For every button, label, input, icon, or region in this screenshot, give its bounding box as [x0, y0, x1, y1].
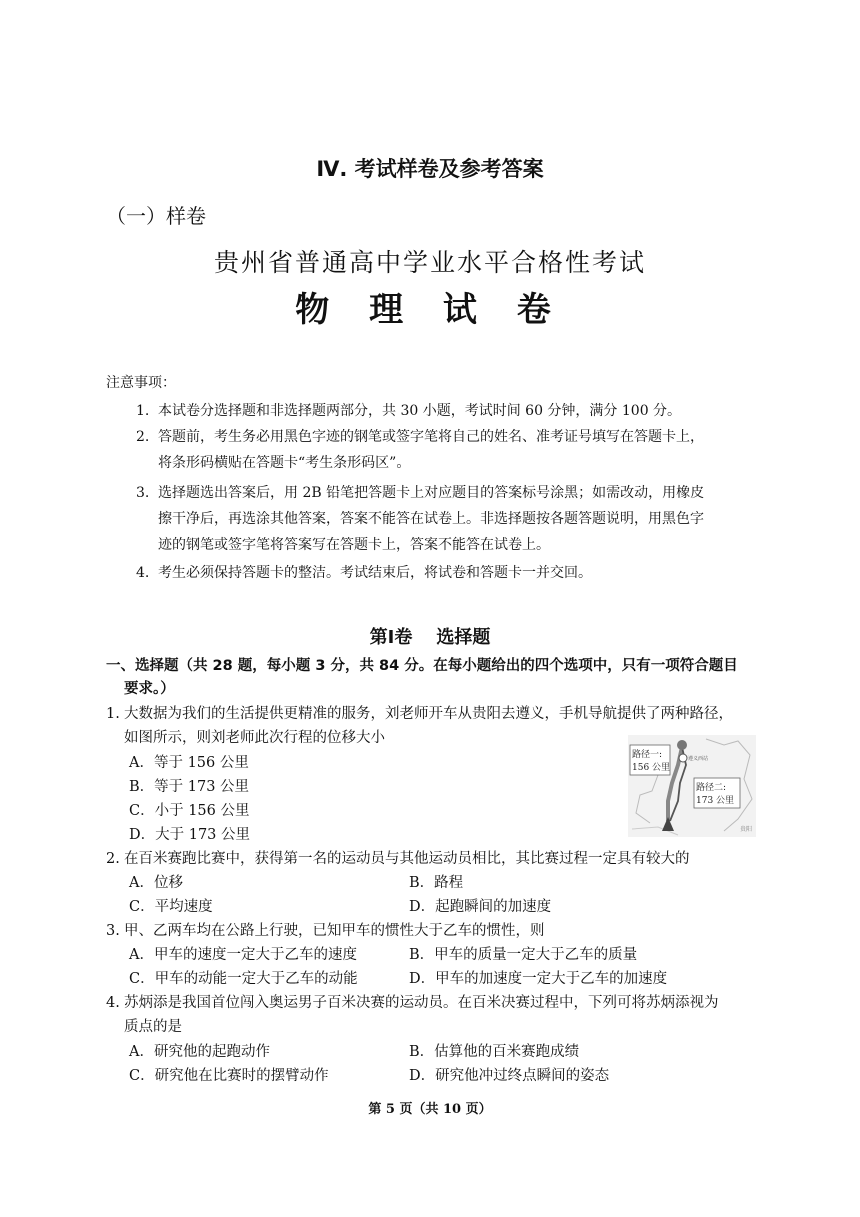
route1-label-line2: 156 公里	[632, 763, 671, 773]
option-a: A．位移	[129, 875, 183, 891]
notice-item-3	[136, 482, 704, 504]
option-d: D．起跑瞬间的加速度	[409, 899, 552, 915]
question-text: 苏炳添是我国首位闯入奥运男子百米决赛的运动员。在百米决赛过程中，下列可将苏炳添视为	[124, 995, 719, 1011]
question-4	[106, 991, 719, 1012]
question-1	[106, 702, 733, 723]
option-a: A．甲车的速度一定大于乙车的速度	[129, 947, 357, 963]
option-c: C．平均速度	[129, 899, 213, 915]
option-c: C．甲车的动能一定大于乙车的动能	[129, 971, 358, 987]
route1-label-line1: 路径一:	[632, 750, 663, 760]
option-d: D．研究他冲过终点瞬间的姿态	[409, 1068, 610, 1084]
notice-number: 3.	[136, 485, 150, 501]
notice-text: 迹的钢笔或签字笔将答案写在答题卡上，答案不能答在试卷上。	[158, 537, 550, 553]
notice-text: 选择题选出答案后，用 2B 铅笔把答题卡上对应题目的答案标号涂黑；如需改动，用橡皮	[158, 485, 705, 501]
option-b: B．甲车的质量一定大于乙车的质量	[409, 947, 638, 963]
notice-item-4	[136, 562, 592, 584]
notice-text: 答题前，考生务必用黑色字迹的钢笔或签字笔将自己的姓名、准考证号填写在答题卡上，	[158, 429, 704, 445]
part-name: 选择题	[436, 627, 491, 648]
route2-label-line2: 173 公里	[696, 796, 735, 806]
part-title	[0, 623, 860, 649]
part-label: 第Ⅰ卷	[369, 627, 413, 648]
notice-item-2	[136, 426, 704, 448]
option-b: B．路程	[409, 875, 464, 891]
question-text: 如图所示，则刘老师此次行程的位移大小	[124, 730, 385, 746]
option-c: C．研究他在比赛时的摆臂动作	[129, 1068, 329, 1084]
option-a: A．研究他的起跑动作	[129, 1044, 270, 1060]
option-b: B．等于 173 公里	[129, 779, 250, 795]
question-3	[106, 919, 545, 940]
notice-text: 将条形码横贴在答题卡“考生条形码区”。	[158, 455, 411, 471]
section-heading: Ⅳ. 考试样卷及参考答案	[316, 157, 544, 181]
page-footer: 第 5 页（共 10 页）	[368, 1102, 492, 1117]
subject-title: 物 理 试 卷	[295, 290, 565, 330]
option-c: C．小于 156 公里	[129, 803, 250, 819]
option-b: B．估算他的百米赛跑成绩	[409, 1044, 580, 1060]
option-d: D．甲车的加速度一定大于乙车的加速度	[409, 971, 668, 987]
section-instruction: 一、选择题（共 28 题，每小题 3 分，共 84 分。在每小题给出的四个选项中，只有一项符合题目	[106, 658, 738, 674]
notice-item-1	[136, 400, 681, 422]
notice-title: 注意事项：	[106, 375, 176, 391]
question-2	[106, 847, 690, 868]
section-instruction-cont: 要求。）	[124, 681, 175, 697]
notice-number: 4.	[136, 565, 150, 581]
question-number: 4.	[106, 995, 120, 1011]
question-text: 质点的是	[124, 1019, 182, 1035]
question-text: 在百米赛跑比赛中，获得第一名的运动员与其他运动员相比，其比赛过程一定具有较大的	[124, 851, 690, 867]
notice-number: 1.	[136, 403, 150, 419]
notice-text: 擦干净后，再选涂其他答案，答案不能答在试卷上。非选择题按各题答题说明，用黑色字	[158, 511, 704, 527]
question-number: 1.	[106, 706, 120, 722]
origin-label: 贵阳	[740, 826, 753, 833]
notice-text: 考生必须保持答题卡的整洁。考试结束后，将试卷和答题卡一并交回。	[158, 565, 592, 581]
destination-label: 遵义西站	[688, 756, 709, 762]
option-d: D．大于 173 公里	[129, 827, 251, 843]
question-number: 3.	[106, 923, 120, 939]
option-a: A．等于 156 公里	[129, 755, 249, 771]
exam-title: 贵州省普通高中学业水平合格性考试	[213, 248, 646, 277]
sub-heading: （一）样卷	[106, 204, 206, 228]
notice-number: 2.	[136, 429, 150, 445]
route2-label-line1: 路径二:	[696, 783, 727, 793]
route-map-figure	[628, 735, 756, 837]
question-number: 2.	[106, 851, 120, 867]
question-text: 甲、乙两车均在公路上行驶，已知甲车的惯性大于乙车的惯性，则	[124, 923, 545, 939]
question-text: 大数据为我们的生活提供更精准的服务，刘老师开车从贵阳去遵义，手机导航提供了两种路径，	[124, 706, 733, 722]
notice-text: 本试卷分选择题和非选择题两部分，共 30 小题，考试时间 60 分钟，满分 100 分。	[158, 403, 682, 419]
